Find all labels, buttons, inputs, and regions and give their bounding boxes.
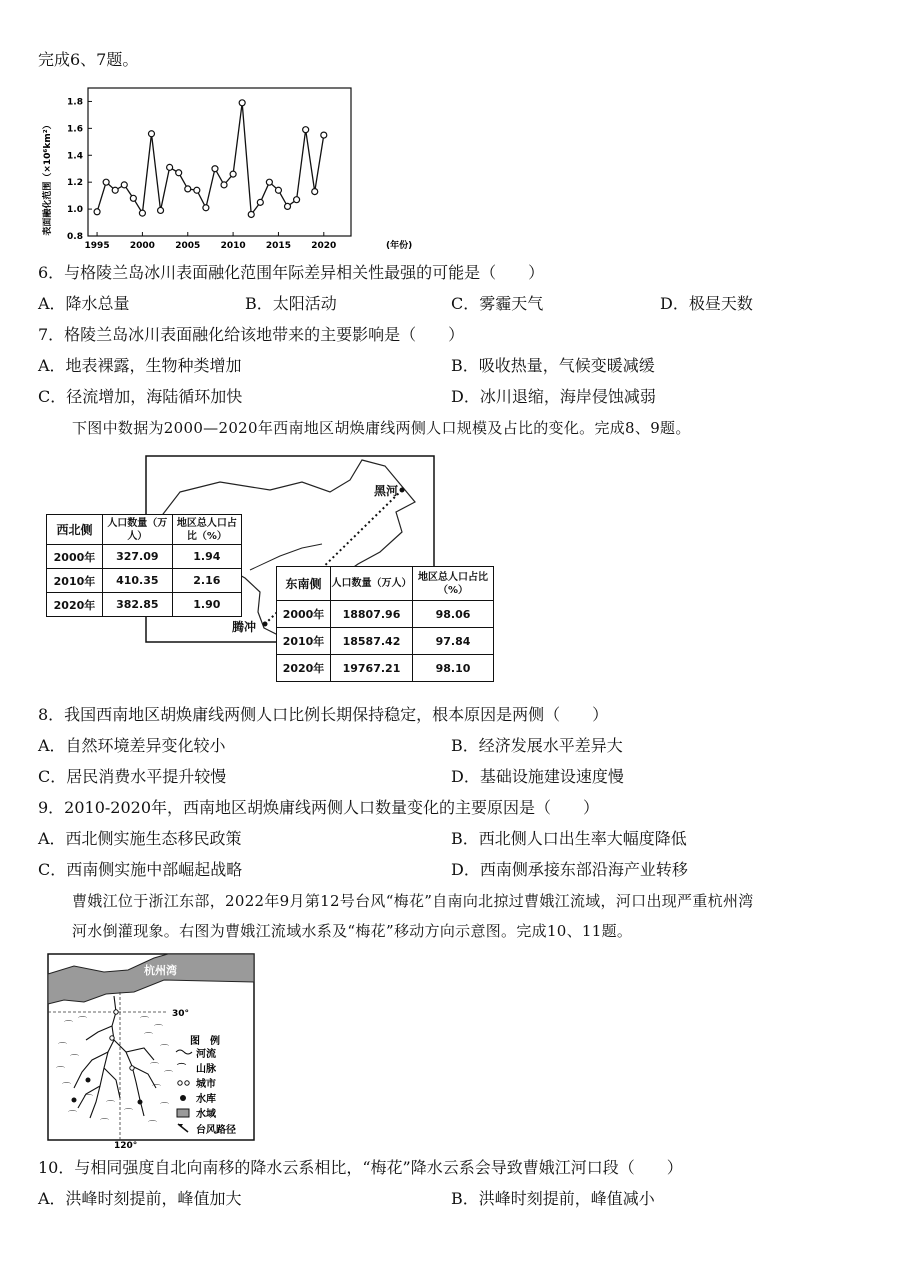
chart-ylabel: 表面融化范围（×10⁶km²）	[43, 120, 53, 236]
svg-text:⌒: ⌒	[148, 1121, 158, 1131]
x-tick-label: 1995	[84, 241, 110, 251]
data-point	[94, 209, 100, 215]
se-header-side: 东南侧	[277, 567, 331, 601]
svg-text:⌒: ⌒	[160, 1103, 170, 1113]
legend-mountain: 山脉	[196, 1064, 216, 1075]
melt-extent-chart	[36, 78, 426, 258]
se-year: 2020年	[277, 655, 331, 682]
data-point	[194, 187, 200, 193]
data-point	[203, 205, 209, 211]
data-point	[248, 211, 254, 217]
y-tick-label: 1.2	[67, 178, 83, 189]
svg-text:⌒: ⌒	[56, 1067, 66, 1077]
data-point	[139, 210, 145, 216]
svg-text:⌒: ⌒	[78, 1017, 88, 1027]
nw-year: 2010年	[47, 569, 103, 593]
svg-text:⌒: ⌒	[62, 1083, 72, 1093]
q6-option-c[interactable]: C．雾霾天气	[451, 294, 544, 313]
hangzhou-bay-label: 杭州湾	[144, 964, 177, 977]
data-point	[212, 166, 218, 172]
data-point	[158, 207, 164, 213]
q6-stem: 6．与格陵兰岛冰川表面融化范围年际差异相关性最强的可能是（ ）	[38, 263, 545, 282]
y-tick-label: 1.6	[67, 124, 83, 135]
nw-pop: 382.85	[102, 593, 172, 617]
se-share: 98.10	[412, 655, 493, 682]
x-tick-label: 2010	[220, 241, 246, 251]
legend-river: 河流	[196, 1049, 216, 1060]
intro-10-11-line1: 曹娥江位于浙江东部，2022年9月第12号台风“梅花”自南向北掠过曹娥江流域，河口出现严重杭州湾	[72, 892, 754, 910]
svg-text:⌒: ⌒	[58, 1043, 68, 1053]
se-header-share: 地区总人口占比（%）	[412, 567, 493, 601]
data-point	[257, 199, 263, 205]
intro-6-7: 完成6、7题。	[38, 50, 139, 69]
q7-option-c[interactable]: C．径流增加，海陆循环加快	[38, 387, 243, 406]
x-tick-label: 2015	[265, 241, 291, 251]
q7-stem: 7．格陵兰岛冰川表面融化给该地带来的主要影响是（ ）	[38, 325, 465, 344]
q8-option-b[interactable]: B．经济发展水平差异大	[451, 736, 623, 755]
data-point	[321, 132, 327, 138]
legend-city: 城市	[196, 1079, 216, 1090]
legend-water: 水域	[196, 1109, 216, 1120]
q9-option-b[interactable]: B．西北侧人口出生率大幅度降低	[451, 829, 687, 848]
x-tick-label: 2020	[311, 241, 337, 251]
q10-option-b[interactable]: B．洪峰时刻提前，峰值减小	[451, 1189, 655, 1208]
q6-option-a[interactable]: A．降水总量	[38, 294, 130, 313]
data-point	[221, 182, 227, 188]
caoe-river-map	[44, 952, 258, 1148]
se-header-pop: 人口数量（万人）	[331, 567, 413, 601]
y-tick-label: 1.8	[67, 97, 83, 108]
q9-option-c[interactable]: C．西南侧实施中部崛起战略	[38, 860, 243, 879]
legend-title: 图 例	[190, 1036, 220, 1047]
tengchong-city-dot	[263, 622, 268, 627]
data-point	[266, 179, 272, 185]
nw-pop: 410.35	[102, 569, 172, 593]
southeast-population-table	[276, 566, 494, 682]
q6-option-d[interactable]: D．极昼天数	[660, 294, 753, 313]
nw-header-pop: 人口数量（万人）	[102, 515, 172, 545]
data-point	[312, 189, 318, 195]
svg-text:⌒: ⌒	[68, 1111, 78, 1121]
q7-option-d[interactable]: D．冰川退缩，海岸侵蚀减弱	[451, 387, 656, 406]
x-tick-label: 2005	[175, 241, 201, 251]
northwest-population-table	[46, 514, 242, 617]
q8-stem: 8．我国西南地区胡焕庸线两侧人口比例长期保持稳定，根本原因是两侧（ ）	[38, 705, 609, 724]
q9-stem: 9．2010-2020年，西南地区胡焕庸线两侧人口数量变化的主要原因是（ ）	[38, 798, 600, 817]
hu-line-map-figure	[40, 452, 500, 684]
latitude-label: 30°	[172, 1009, 190, 1019]
data-point	[294, 197, 300, 203]
se-pop: 18807.96	[331, 601, 413, 628]
y-tick-label: 1.4	[67, 151, 83, 162]
data-point	[103, 179, 109, 185]
svg-text:⌒: ⌒	[84, 1095, 94, 1105]
tengchong-label: 腾冲	[232, 620, 257, 634]
q8-option-c[interactable]: C．居民消费水平提升较慢	[38, 767, 227, 786]
se-share: 97.84	[412, 628, 493, 655]
data-point	[275, 187, 281, 193]
q9-option-d[interactable]: D．西南侧承接东部沿海产业转移	[451, 860, 688, 879]
svg-text:⌒: ⌒	[152, 1085, 162, 1095]
svg-text:⌒: ⌒	[164, 1071, 174, 1081]
y-tick-label: 0.8	[67, 232, 83, 242]
se-pop: 19767.21	[331, 655, 413, 682]
intro-8-9: 下图中数据为2000—2020年西南地区胡焕庸线两侧人口规模及占比的变化。完成8、9题。	[72, 419, 691, 437]
data-point	[176, 170, 182, 176]
data-point	[121, 182, 127, 188]
nw-header-share: 地区总人口占比（%）	[172, 515, 241, 545]
longitude-label: 120°	[114, 1141, 138, 1148]
nw-year: 2000年	[47, 545, 103, 569]
legend-typhoon-path: 台风路径	[196, 1125, 236, 1136]
data-point	[167, 164, 173, 170]
nw-header-side: 西北侧	[47, 515, 103, 545]
y-tick-label: 1.0	[67, 205, 83, 216]
data-point	[148, 131, 154, 137]
x-tick-label: 2000	[129, 241, 155, 251]
heihe-city-dot	[400, 488, 405, 493]
q7-option-b[interactable]: B．吸收热量，气候变暖减缓	[451, 356, 655, 375]
se-pop: 18587.42	[331, 628, 413, 655]
se-year: 2000年	[277, 601, 331, 628]
svg-text:⌒: ⌒	[150, 1063, 160, 1073]
se-share: 98.06	[412, 601, 493, 628]
q7-option-a[interactable]: A．地表裸露，生物种类增加	[38, 356, 242, 375]
svg-text:⌒: ⌒	[106, 1101, 116, 1111]
data-point	[303, 127, 309, 133]
svg-text:⌒: ⌒	[154, 1025, 164, 1035]
data-point	[112, 187, 118, 193]
svg-text:⌒: ⌒	[64, 1021, 74, 1031]
nw-share: 2.16	[172, 569, 241, 593]
q9-option-a[interactable]: A．西北侧实施生态移民政策	[38, 829, 242, 848]
intro-10-11-line2: 河水倒灌现象。右图为曹娥江流域水系及“梅花”移动方向示意图。完成10、11题。	[72, 922, 633, 940]
svg-text:⌒: ⌒	[70, 1055, 80, 1065]
svg-text:⌒: ⌒	[124, 1109, 134, 1119]
svg-text:⌒: ⌒	[177, 1064, 187, 1074]
q10-option-a[interactable]: A．洪峰时刻提前，峰值加大	[38, 1189, 242, 1208]
nw-share: 1.90	[172, 593, 241, 617]
svg-text:⌒: ⌒	[140, 1017, 150, 1027]
legend-reservoir: 水库	[196, 1094, 216, 1105]
chart-frame	[88, 88, 351, 236]
nw-year: 2020年	[47, 593, 103, 617]
data-point	[285, 203, 291, 209]
chart-xlabel: (年份)	[386, 241, 413, 251]
data-point	[185, 186, 191, 192]
q6-option-b[interactable]: B．太阳活动	[245, 294, 337, 313]
data-point	[239, 100, 245, 106]
q8-option-d[interactable]: D．基础设施建设速度慢	[451, 767, 624, 786]
q10-stem: 10．与相同强度自北向南移的降水云系相比，“梅花”降水云系会导致曹娥江河口段（ ）	[38, 1158, 683, 1177]
q8-option-a[interactable]: A．自然环境差异变化较小	[38, 736, 226, 755]
svg-text:⌒: ⌒	[100, 1119, 110, 1129]
heihe-label: 黑河	[374, 484, 399, 498]
se-year: 2010年	[277, 628, 331, 655]
nw-pop: 327.09	[102, 545, 172, 569]
svg-text:⌒: ⌒	[144, 1033, 154, 1043]
data-point	[130, 195, 136, 201]
svg-text:⌒: ⌒	[160, 1045, 170, 1055]
data-point	[230, 171, 236, 177]
nw-share: 1.94	[172, 545, 241, 569]
